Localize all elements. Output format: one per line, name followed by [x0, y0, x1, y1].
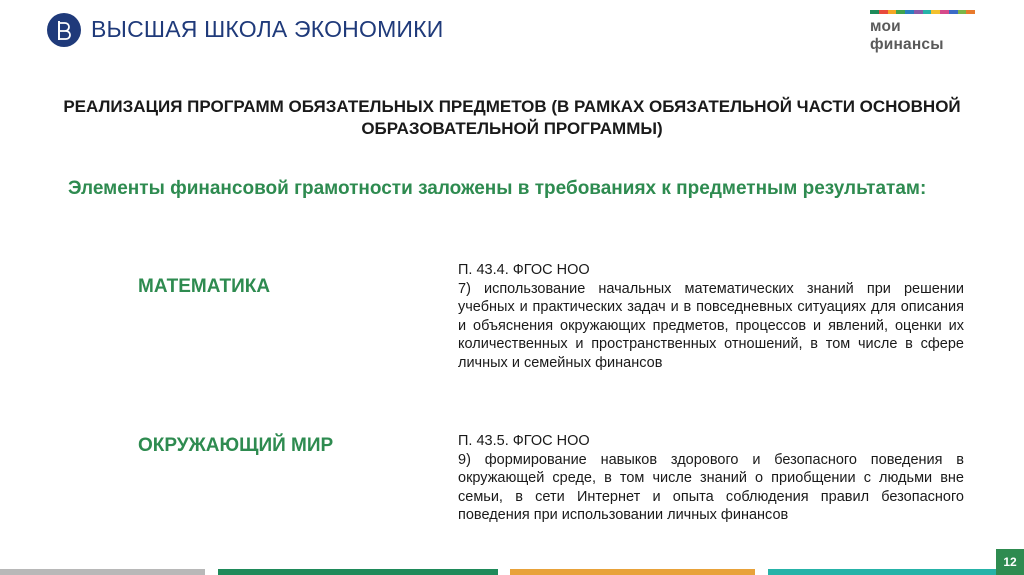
footer-segment — [768, 569, 996, 575]
logo-stripe — [914, 10, 923, 14]
footer-segment — [510, 569, 755, 575]
logo-stripe — [949, 10, 958, 14]
requirement-text: 7) использование начальных математических знаний при решении учебных и практических задач и в повседневных ситуациях для описания и объяснения окружающих предметов, процессов и явлений, оценки их количественных и пространственных отношений, в том числе в сфере личных и семейных финансов — [458, 280, 964, 371]
requirement-text: 9) формирование навыков здорового и безопасного поведения в окружающей среде, в том числе знаний о приобщении с людьми вне семьи, в сети Интернет и опыта соблюдения правил безопасного поведения при использовании личных финансов — [458, 451, 964, 524]
slide-subtitle: Элементы финансовой грамотности заложены в требованиях к предметным результатам: — [68, 178, 927, 199]
subject-name-math: МАТЕМАТИКА — [138, 276, 271, 297]
slide-title: РЕАЛИЗАЦИЯ ПРОГРАММ ОБЯЗАТЕЛЬНЫХ ПРЕДМЕТОВ (В РАМКАХ ОБЯЗАТЕЛЬНОЙ ЧАСТИ ОСНОВНОЙ ОБРАЗОВАТЕЛЬНОЙ ПРОГРАММЫ) — [63, 97, 961, 138]
standard-reference: П. 43.5. ФГОС НОО — [458, 433, 590, 449]
footer-segment — [0, 569, 205, 575]
logo-stripe — [896, 10, 905, 14]
page-number: 12 — [996, 549, 1024, 575]
logo-stripe — [870, 10, 879, 14]
partner-logo-text: мои финансы — [870, 18, 944, 53]
standard-reference: П. 43.4. ФГОС НОО — [458, 262, 590, 278]
footer-color-bar — [0, 569, 1024, 575]
logo-stripe — [931, 10, 940, 14]
footer-segment — [218, 569, 498, 575]
logo-stripe — [966, 10, 975, 14]
logo-stripe — [940, 10, 949, 14]
logo-stripe — [888, 10, 897, 14]
logo-stripe — [958, 10, 967, 14]
logo-stripe — [923, 10, 932, 14]
subject-requirement-math — [458, 261, 964, 373]
logo-color-stripes — [870, 10, 975, 14]
hse-emblem-icon — [47, 13, 81, 47]
logo-stripe — [905, 10, 914, 14]
subject-requirement-world — [458, 432, 964, 525]
logo-stripe — [879, 10, 888, 14]
institution-name: ВЫСШАЯ ШКОЛА ЭКОНОМИКИ — [91, 16, 444, 42]
subject-name-world: ОКРУЖАЮЩИЙ МИР — [138, 435, 334, 456]
moi-finansy-logo — [870, 10, 975, 54]
